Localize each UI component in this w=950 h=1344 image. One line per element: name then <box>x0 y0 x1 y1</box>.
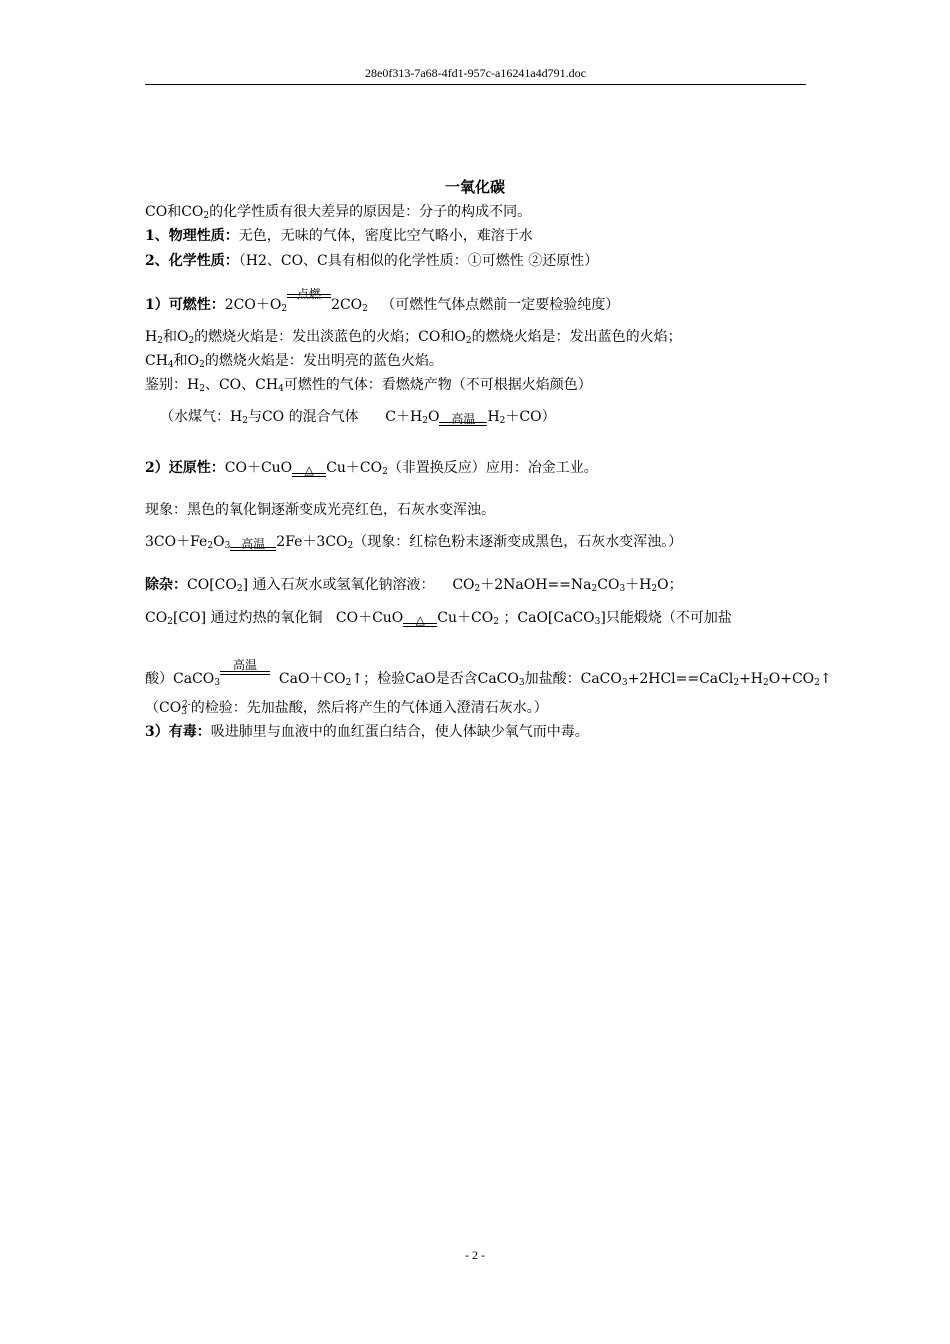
section-title: 一氧化碳 <box>444 178 505 196</box>
iron-oxide-reaction: $3CO+Fe_2O_3$ 高温 $2Fe+3CO_2$（现象：红棕色粉末逐渐变成黑色，石灰水变浑浊。） <box>145 534 683 551</box>
condition-high-temp: 高温 <box>241 537 266 551</box>
phenomenon-line: 现象：黑色的氧化铜逐渐变成光亮红色，石灰水变浑浊。 <box>145 502 495 518</box>
reduction-line: 2）还原性：CO＋CuO △ $Cu+CO_2$（非置换反应）应用：冶金工业。 <box>145 460 598 477</box>
physical-properties: 1、物理性质：无色，无味的气体，密度比空气略小，难溶于水 <box>145 228 533 244</box>
header-divider <box>145 84 806 85</box>
page-number: - 2 - <box>465 1248 485 1262</box>
condition-heat: △ <box>304 463 314 477</box>
intro-line: CO和$CO_2$的化学性质有很大差异的原因是：分子的构成不同。 <box>145 204 532 221</box>
condition-ignite: 点燃 <box>297 287 322 301</box>
flame-line-1: $H_2$和$O_2$的燃烧火焰是：发出淡蓝色的火焰；CO和$O_2$的燃烧火焰是：发出蓝色的火焰； <box>145 329 682 346</box>
combustion-equation: 1）可燃性：$2CO+O_2$ 点燃 $2CO_2$ （可燃性气体点燃前一定要检验纯度） <box>145 287 620 314</box>
condition-heat: △ <box>415 613 425 627</box>
toxicity-line: 3）有毒：吸进肺里与血液中的血红蛋白结合，使人体缺少氧气而中毒。 <box>145 724 589 740</box>
flame-line-2: $CH_4$和$O_2$的燃烧火焰是：发出明亮的蓝色火焰。 <box>145 353 443 370</box>
chemical-properties: 2、化学性质：（H2、CO、C具有相似的化学性质：①可燃性 ②还原性） <box>145 253 599 269</box>
page-header: 28e0f313-7a68-4fd1-957c-a16241a4d791.doc <box>365 66 586 80</box>
identify-line: 鉴别：$H_2$、CO、$CH_4$可燃性的气体：看燃烧产物（不可根据火焰颜色） <box>145 377 592 394</box>
removal-line-3: 酸）CaCO$_3$ 高温 $CaO+CO_2↑$；检验CaO是否含CaCO$_3$加盐酸：$CaCO_3+2HCl==CaCl_2+H_2O+CO_2↑$ <box>145 658 832 688</box>
water-gas-line: （水煤气：$H_2$与CO 的混合气体 $C+H_2O$ 高温 $H_2+CO$） <box>160 409 556 426</box>
condition-high-temp: 高温 <box>232 658 257 672</box>
removal-line-1: 除杂：$CO[CO_2]$ 通入石灰水或氢氧化钠溶液： $CO_2+2NaOH==Na_2CO_3+H_2O$； <box>145 577 683 594</box>
carbonate-test-line: （$CO_3^{2-}$的检验：先加盐酸，然后将产生的气体通入澄清石灰水。） <box>145 700 548 717</box>
condition-high-temp: 高温 <box>451 412 476 426</box>
removal-line-2: $CO_2[CO]$ 通过灼热的氧化铜 CO＋CuO △ $Cu+CO_2$ ；CaO[CaCO$_3$]只能煅烧（不可加盐 <box>145 610 732 627</box>
